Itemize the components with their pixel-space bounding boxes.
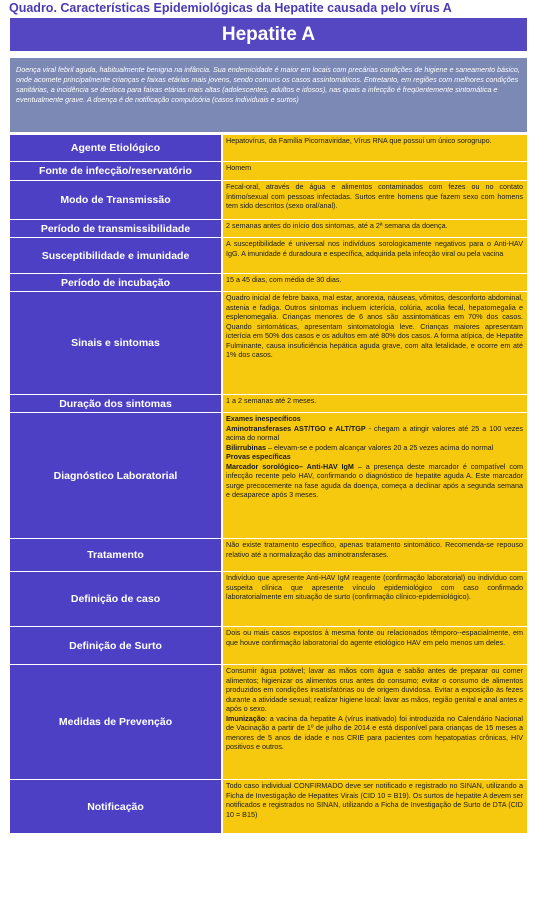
table-row	[10, 238, 527, 274]
immunization-item: Imunização: a vacina da hepatite A (vírus inativado) foi introduzida no Calendário Nacional de Vacinação a partir de 1º de julho de 2014 e está disponível para crianças de 15 meses a menores de 5 anos de idade e nos CRIE para pacientes com hepatopatias crônicas, HIV positivos e outros.	[226, 713, 523, 751]
characteristics-table	[10, 135, 527, 834]
table-row	[10, 539, 527, 572]
table-row	[10, 274, 527, 292]
row-text: A susceptibilidade é universal nos indivíduos sorologicamente negativos para o Anti-HAV IgG. A imunidade é duradoura e específica, adquirida pela infecção viral ou pela vacina	[223, 238, 527, 273]
row-text: Homem	[223, 162, 527, 180]
row-text: Hepatovírus, da Família Picornaviridae, Vírus RNA que possui um único sorogrupo.	[223, 135, 527, 161]
lab-heading-nonspecific: Exames inespecíficos	[226, 414, 301, 423]
row-text: Consumir água potável; lavar as mãos com água e sabão antes de preparar ou comer alimentos; higienizar os alimentos crus antes do consumo; evitar o consumo de alimentos produzidos em condições insatisfatórias ou de origem duvidosa. Evitar a exposição às fezes durante a atividade sexual; realizar higiene local: lavar as mãos, região genital e anal antes e após o sexo. Imunização: a vacina da hepatite A (vírus inativado) foi introduzida no Calendário Nacional de Vacinação a partir de 1º de julho de 2014 e está disponível para crianças de 15 meses a menores de 5 anos de idade e nos CRIE para pacientes com hepatopatias crônicas, HIV positivos e outros.	[223, 665, 527, 779]
row-label: Medidas de Prevenção	[10, 665, 223, 779]
row-label: Período de incubação	[10, 274, 223, 291]
intro-paragraph: Doença viral febril aguda, habitualmente benigna na infância. Sua endemicidade é maior em locais com precárias condições de higiene e saneamento básico, onde acomete principalmente crianças e faixas etárias mais jovens, sendo comuns os casos assintomáticos. Entretanto, em regiões com melhores condições sanitárias, a incidência se desloca para faixas etárias mais altas (adolescentes, adultos e idosos), nas quais a infecção é freqüentemente sintomática e eventualmente grave. A doença é de notificação compulsória (casos individuais e surtos)	[10, 58, 527, 132]
row-label: Tratamento	[10, 539, 223, 571]
table-row	[10, 780, 527, 834]
epidemiology-sheet	[10, 18, 527, 834]
row-text: Quadro inicial de febre baixa, mal estar, anorexia, náuseas, vômitos, desconforto abdominal, astenia e fadiga. Outros sintomas incluem icterícia, colúria, acolia fecal, hepatomegalia e esplenomegalia. Crianças menores de 6 anos são assintomáticas em 70% dos casos. Quando sintomáticas, apresentam sintomatologia leve. Crianças maiores apresentam icterícia em 50% dos casos e os adultos em até 80% dos casos. A forma atípica, de Hepatite Fulminante, causa insuficiência hepática aguda grave, com alta letalidade, e ocorre em até 1% dos casos.	[223, 292, 527, 394]
row-label: Notificação	[10, 780, 223, 833]
row-text: Dois ou mais casos expostos à mesma fonte ou relacionados têmporo--espacialmente, em que houve confirmação laboratorial do agente etiológico HAV em pelo menos um deles.	[223, 627, 527, 664]
row-label: Susceptibilidade e imunidade	[10, 238, 223, 273]
row-text: Não existe tratamento específico, apenas tratamento sintomático. Recomenda-se repouso relativo até a normalização das aminotransferases.	[223, 539, 527, 571]
row-text: Fecal-oral, através de água e alimentos contaminados com fezes ou no contato íntimo/sexual com pessoas infectadas. Surtos entre homens que fazem sexo com homens tem sido descritos (sexo oral/anal).	[223, 181, 527, 219]
lab-item: Marcador sorológico– Anti-HAV IgM – a presença deste marcador é compatível com infecção recente pelo HAV, confirmando o diagnóstico de hepatite aguda A. Este marcador surge precocemente na fase aguda da doença, começa a declinar após a segunda semana e desaparece após 3 meses.	[226, 461, 523, 499]
table-row	[10, 220, 527, 238]
document-caption: Quadro. Características Epidemiológicas da Hepatite causada pelo vírus A	[9, 1, 452, 15]
row-label: Definição de Surto	[10, 627, 223, 664]
row-label: Duração dos sintomas	[10, 395, 223, 412]
table-row	[10, 292, 527, 395]
table-row	[10, 135, 527, 162]
row-label: Período de transmissibilidade	[10, 220, 223, 237]
row-text: Todo caso individual CONFIRMADO deve ser notificado e registrado no SINAN, utilizando a Ficha de Investigação de Hepatites Virais (CID 10 = B19). Os surtos de hepatite A devem ser notificados e registrados no SINAN, utilizando a Ficha de Investigação de Surto de DTA (CID 10 = B15)	[223, 780, 527, 833]
lab-item: Bilirrubinas – elevam-se e podem alcançar valores 20 a 25 vezes acima do normal	[226, 442, 494, 452]
lab-heading-specific: Provas específicas	[226, 452, 291, 461]
row-text: 15 a 45 dias, com média de 30 dias.	[223, 274, 527, 291]
lab-item: Aminotransferases AST/TGO e ALT/TGP - chegam a atingir valores até 25 a 100 vezes acima do normal	[226, 423, 523, 442]
row-text	[223, 413, 527, 538]
table-row	[10, 665, 527, 780]
row-text: 2 semanas antes do início dos sintomas, até a 2ª semana da doença.	[223, 220, 527, 237]
table-row	[10, 627, 527, 665]
row-text: Indivíduo que apresente Anti-HAV IgM reagente (confirmação laboratorial) ou indivíduo com suspeita clínica que apresente vínculo epidemiológico com caso confirmado laboratorialmente em situação de surto (confirmação clínico-epidemiológico).	[223, 572, 527, 626]
row-label: Definição de caso	[10, 572, 223, 626]
page-title: Hepatite A	[10, 18, 527, 51]
table-row	[10, 395, 527, 413]
row-label: Diagnóstico Laboratorial	[10, 413, 223, 538]
table-row	[10, 413, 527, 539]
row-text: 1 a 2 semanas até 2 meses.	[223, 395, 527, 412]
row-label: Agente Etiológico	[10, 135, 223, 161]
table-row	[10, 162, 527, 181]
table-row	[10, 572, 527, 627]
row-label: Sinais e sintomas	[10, 292, 223, 394]
row-label: Modo de Transmissão	[10, 181, 223, 219]
table-row	[10, 181, 527, 220]
row-label: Fonte de infecção/reservatório	[10, 162, 223, 180]
